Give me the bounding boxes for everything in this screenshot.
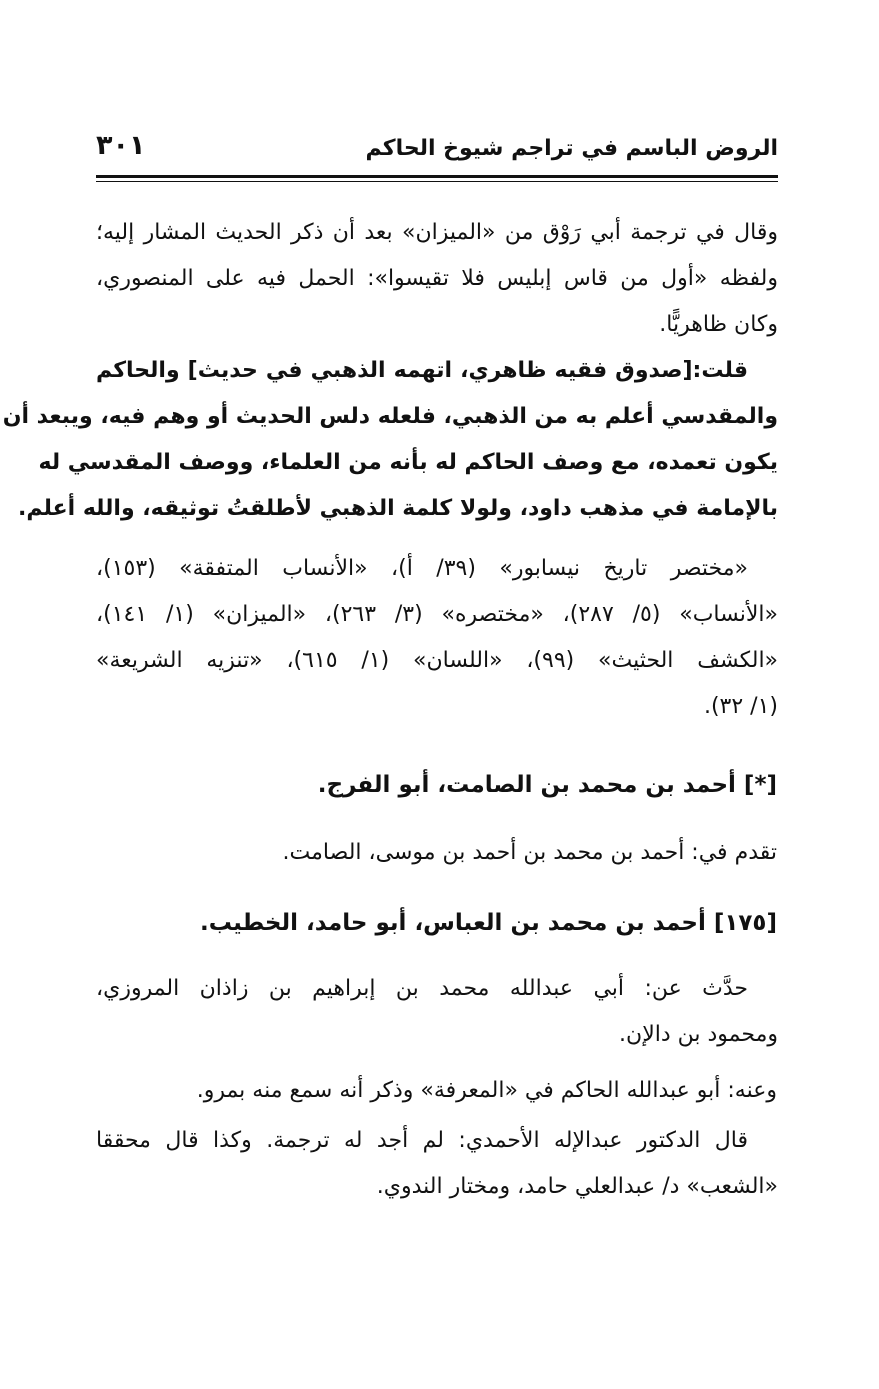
entry-175-remark	[96, 1118, 778, 1210]
source-line: «مختصر تاريخ نيسابور» (٣٩/ أ)، «الأنساب المتفقة» (١٥٣)،	[96, 556, 748, 581]
text-line: قلت:[صدوق فقيه ظاهري، اتهمه الذهبي في حديث] والحاكم	[96, 358, 748, 383]
paragraph-author-comment	[2, 348, 778, 532]
entry-175-narrated-from	[96, 966, 778, 1058]
page-number: ٣٠١	[96, 130, 146, 161]
header-rule-thick	[96, 175, 778, 178]
entry-cross-reference: تقدم في: أحمد بن محمد بن أحمد بن موسى، الصامت.	[282, 840, 777, 865]
text-line: ولفظه «أول من قاس إبليس فلا تقيسوا»: الحمل فيه على المنصوري،	[96, 266, 778, 291]
page-header	[96, 128, 778, 172]
text-line: وكان ظاهريًّا.	[659, 312, 778, 337]
text-line: يكون تعمده، مع وصف الحاكم له بأنه من العلماء، ووصف المقدسي له	[38, 450, 778, 475]
source-line: (١/ ٣٢).	[703, 694, 778, 719]
source-line: «الكشف الحثيث» (٩٩)، «اللسان» (١/ ٦١٥)، «تنزيه الشريعة»	[96, 648, 779, 673]
running-title: الروض الباسم في تراجم شيوخ الحاكم	[365, 136, 778, 161]
text-line: بالإمامة في مذهب داود، ولولا كلمة الذهبي لأطلقتُ توثيقه، والله أعلم.	[18, 496, 778, 521]
text-line: والمقدسي أعلم به من الذهبي، فلعله دلس الحديث أو وهم فيه، ويبعد أن	[2, 404, 778, 429]
entry-175-narrated-by: وعنه: أبو عبدالله الحاكم في «المعرفة» وذكر أنه سمع منه بمرو.	[196, 1078, 777, 1103]
entry-heading-175: [١٧٥] أحمد بن محمد بن العباس، أبو حامد، الخطيب.	[200, 910, 777, 936]
text-line: قال الدكتور عبدالإله الأحمدي: لم أجد له ترجمة. وكذا قال محققا	[96, 1128, 748, 1153]
text-line: «الشعب» د/ عبدالعلي حامد، ومختار الندوي.	[376, 1174, 778, 1199]
header-rule-thin	[96, 181, 778, 182]
text-line: وقال في ترجمة أبي رَوْق من «الميزان» بعد أن ذكر الحديث المشار إليه؛	[96, 220, 778, 245]
entry-heading-star: [*] أحمد بن محمد بن الصامت، أبو الفرج.	[317, 772, 777, 798]
paragraph-mizan-quote	[96, 210, 778, 348]
source-line: «الأنساب» (٥/ ٢٨٧)، «مختصره» (٣/ ٢٦٣)، «الميزان» (١/ ١٤١)،	[96, 602, 778, 627]
sources-list	[96, 546, 778, 730]
text-line: ومحمود بن دالإن.	[619, 1022, 778, 1047]
text-line: حدَّث عن: أبي عبدالله محمد بن إبراهيم بن زاذان المروزي،	[96, 976, 748, 1001]
